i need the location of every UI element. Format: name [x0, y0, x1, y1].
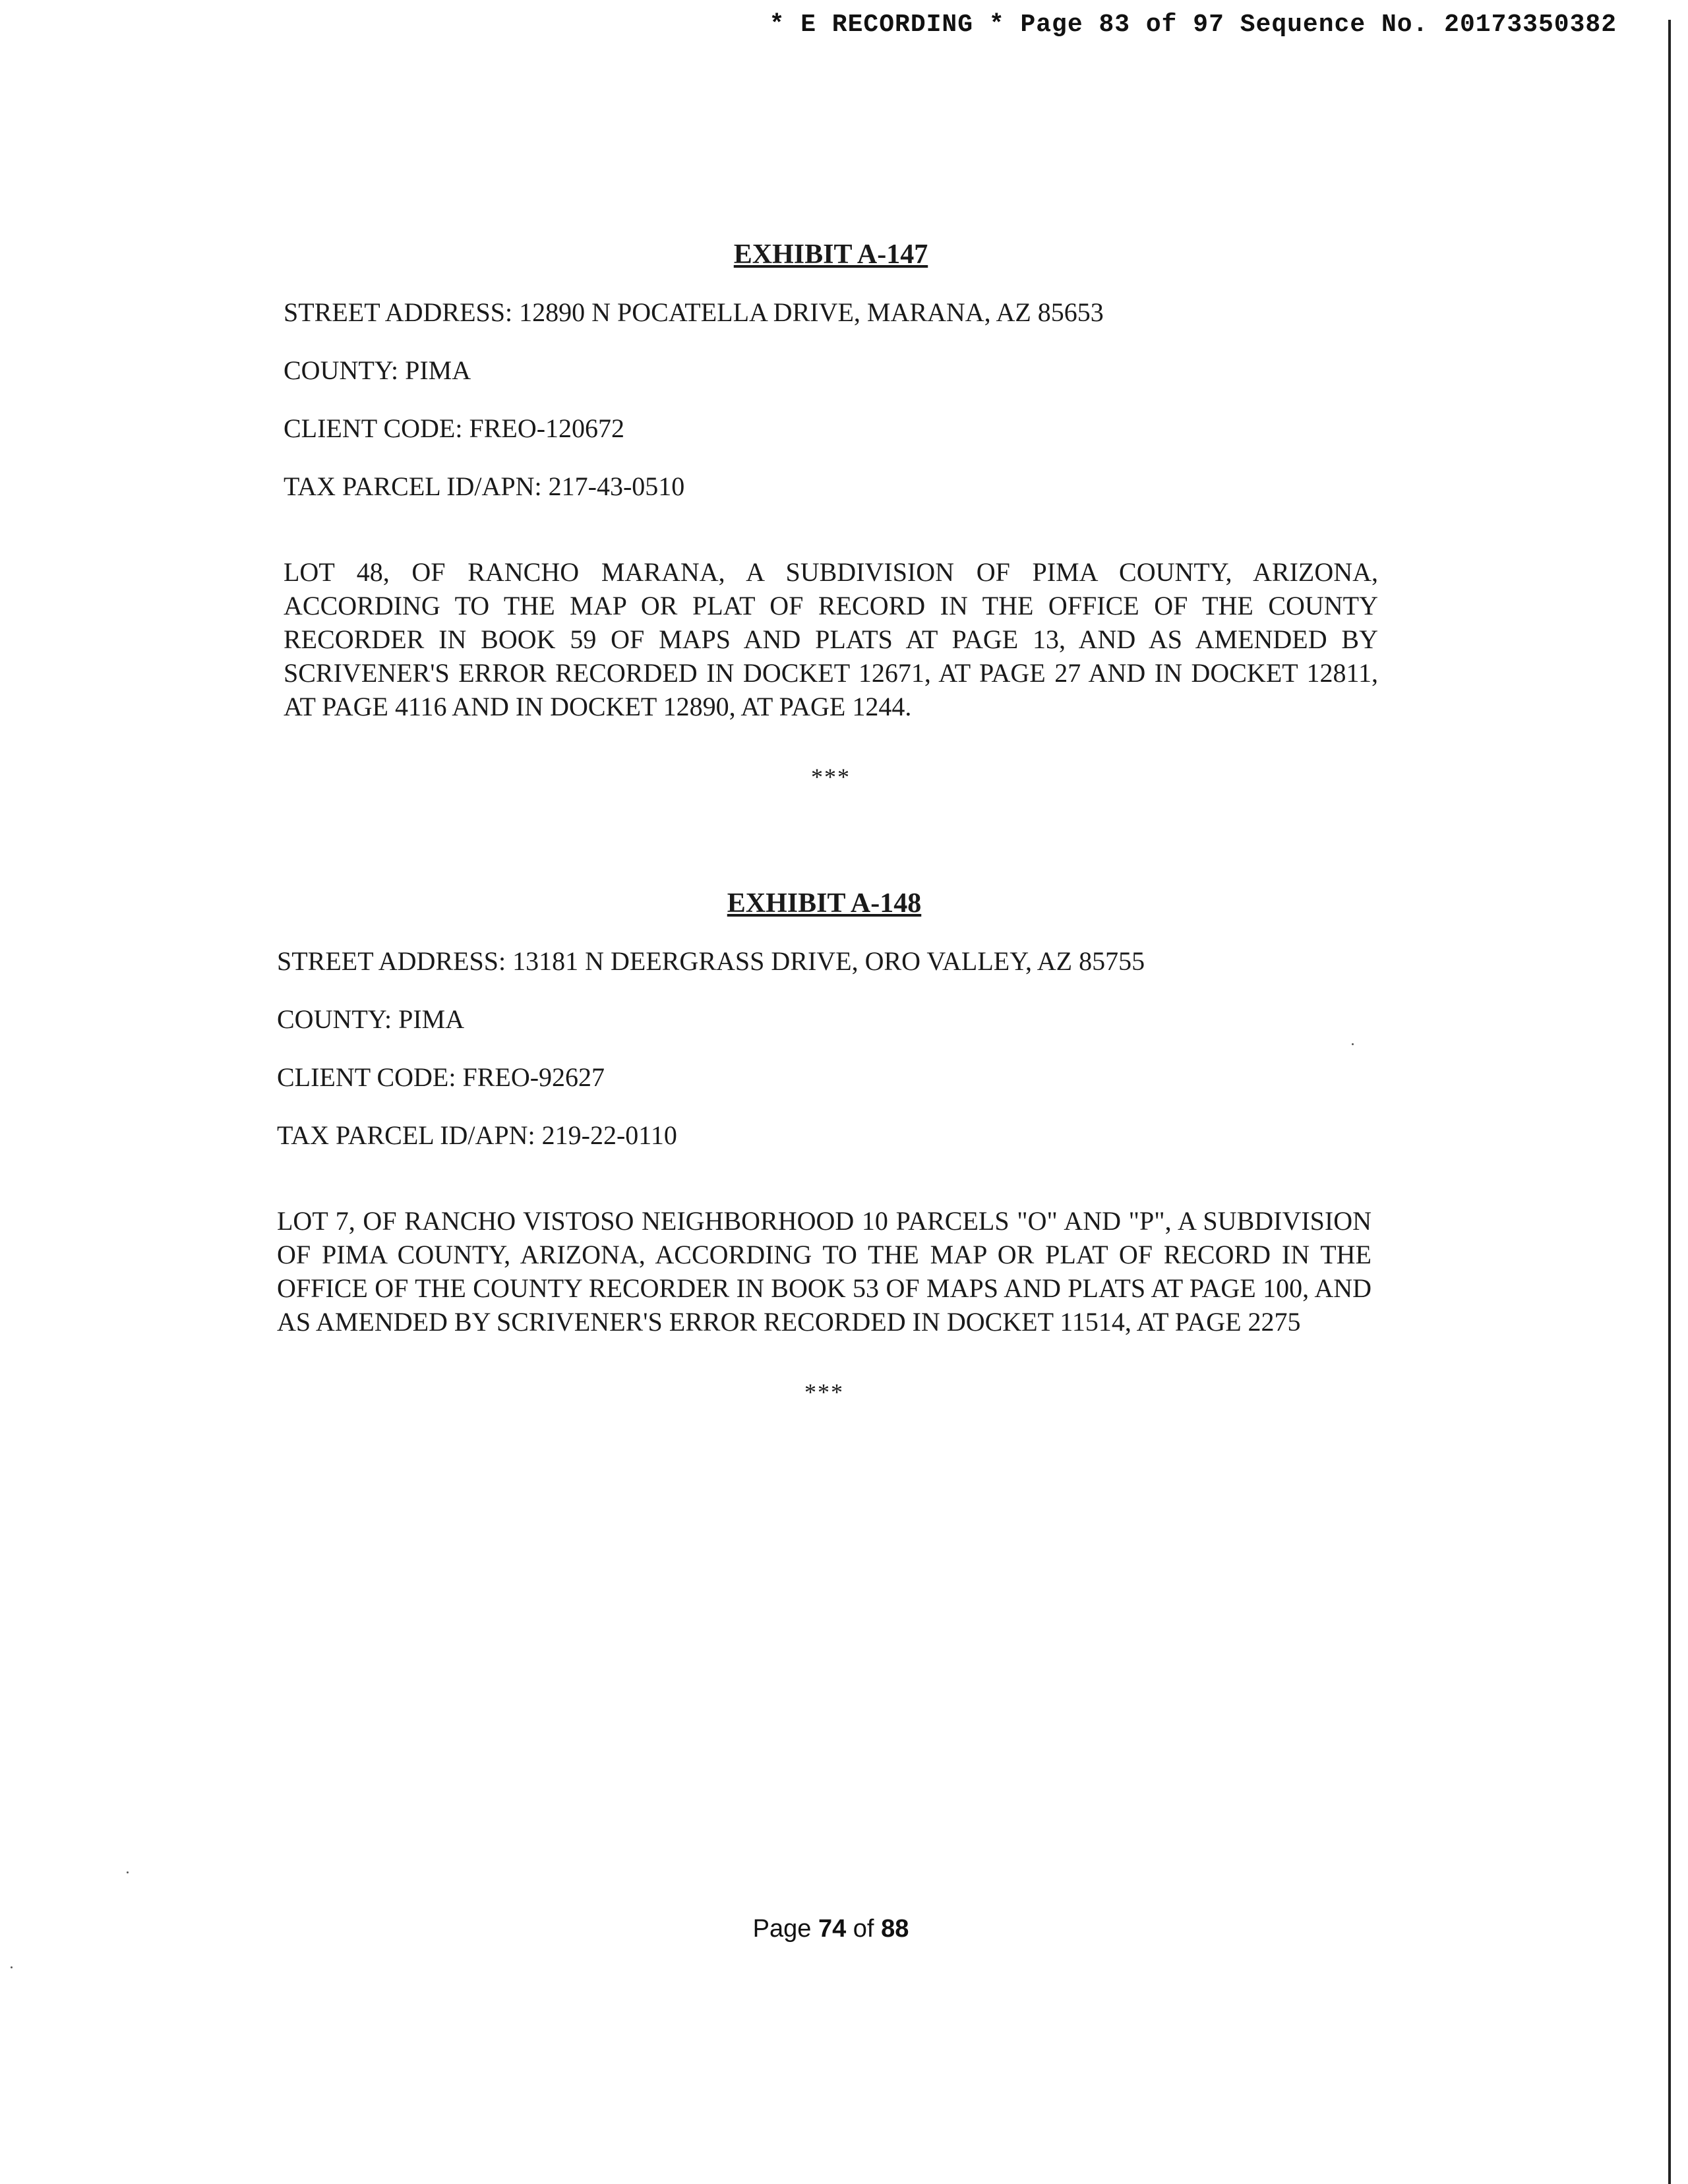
section-separator: *** — [804, 1379, 844, 1405]
footer-of-word: of — [853, 1915, 874, 1943]
page-footer — [0, 1915, 1662, 1943]
exhibit-a-147 — [284, 239, 1378, 791]
scan-speck — [1352, 1043, 1354, 1045]
client-code: CLIENT CODE: FREO-92627 — [277, 1062, 605, 1092]
exhibit-a-148 — [277, 888, 1372, 1406]
legal-description: LOT 48, OF RANCHO MARANA, A SUBDIVISION OF PIMA COUNTY, ARIZONA, ACCORDING TO THE MAP OR PLAT OF RECORD IN THE OFFICE OF THE COUNTY RECORDER IN BOOK 59 OF MAPS AND PLATS AT PAGE 13, AND AS AMENDED BY SCRIVENER'S ERROR RECORDED IN DOCKET 12671, AT PAGE 27 AND IN DOCKET 12811, AT PAGE 4116 AND IN DOCKET 12890, AT PAGE 1244. — [284, 557, 1378, 721]
exhibit-title: EXHIBIT A-147 — [733, 239, 928, 270]
footer-page-word: Page — [752, 1915, 812, 1943]
legal-description: LOT 7, OF RANCHO VISTOSO NEIGHBORHOOD 10 PARCELS "O" AND "P", A SUBDIVISION OF PIMA COUNTY, ARIZONA, ACCORDING TO THE MAP OR PLAT OF RECORD IN THE OFFICE OF THE COUNTY RECORDER IN BOOK 53 OF MAPS AND PLATS AT PAGE 100, AND AS AMENDED BY SCRIVENER'S ERROR RECORDED IN DOCKET 11514, AT PAGE 2275 — [277, 1206, 1372, 1337]
section-separator: *** — [811, 764, 851, 790]
county: COUNTY: PIMA — [284, 355, 471, 385]
tax-parcel-id: TAX PARCEL ID/APN: 217-43-0510 — [284, 471, 685, 501]
tax-parcel-id: TAX PARCEL ID/APN: 219-22-0110 — [277, 1120, 677, 1150]
county: COUNTY: PIMA — [277, 1004, 465, 1034]
client-code: CLIENT CODE: FREO-120672 — [284, 413, 625, 443]
recording-header: * E RECORDING * Page 83 of 97 Sequence No. 20173350382 — [769, 11, 1617, 39]
scan-speck — [127, 1871, 129, 1873]
scan-edge-line — [1668, 20, 1671, 2184]
scan-speck — [11, 1966, 13, 1968]
exhibit-title: EXHIBIT A-148 — [727, 888, 922, 919]
street-address: STREET ADDRESS: 13181 N DEERGRASS DRIVE, ORO VALLEY, AZ 85755 — [277, 946, 1145, 976]
footer-page-number: 74 — [818, 1915, 847, 1943]
street-address: STREET ADDRESS: 12890 N POCATELLA DRIVE, MARANA, AZ 85653 — [284, 297, 1104, 327]
footer-page-total: 88 — [881, 1915, 909, 1943]
